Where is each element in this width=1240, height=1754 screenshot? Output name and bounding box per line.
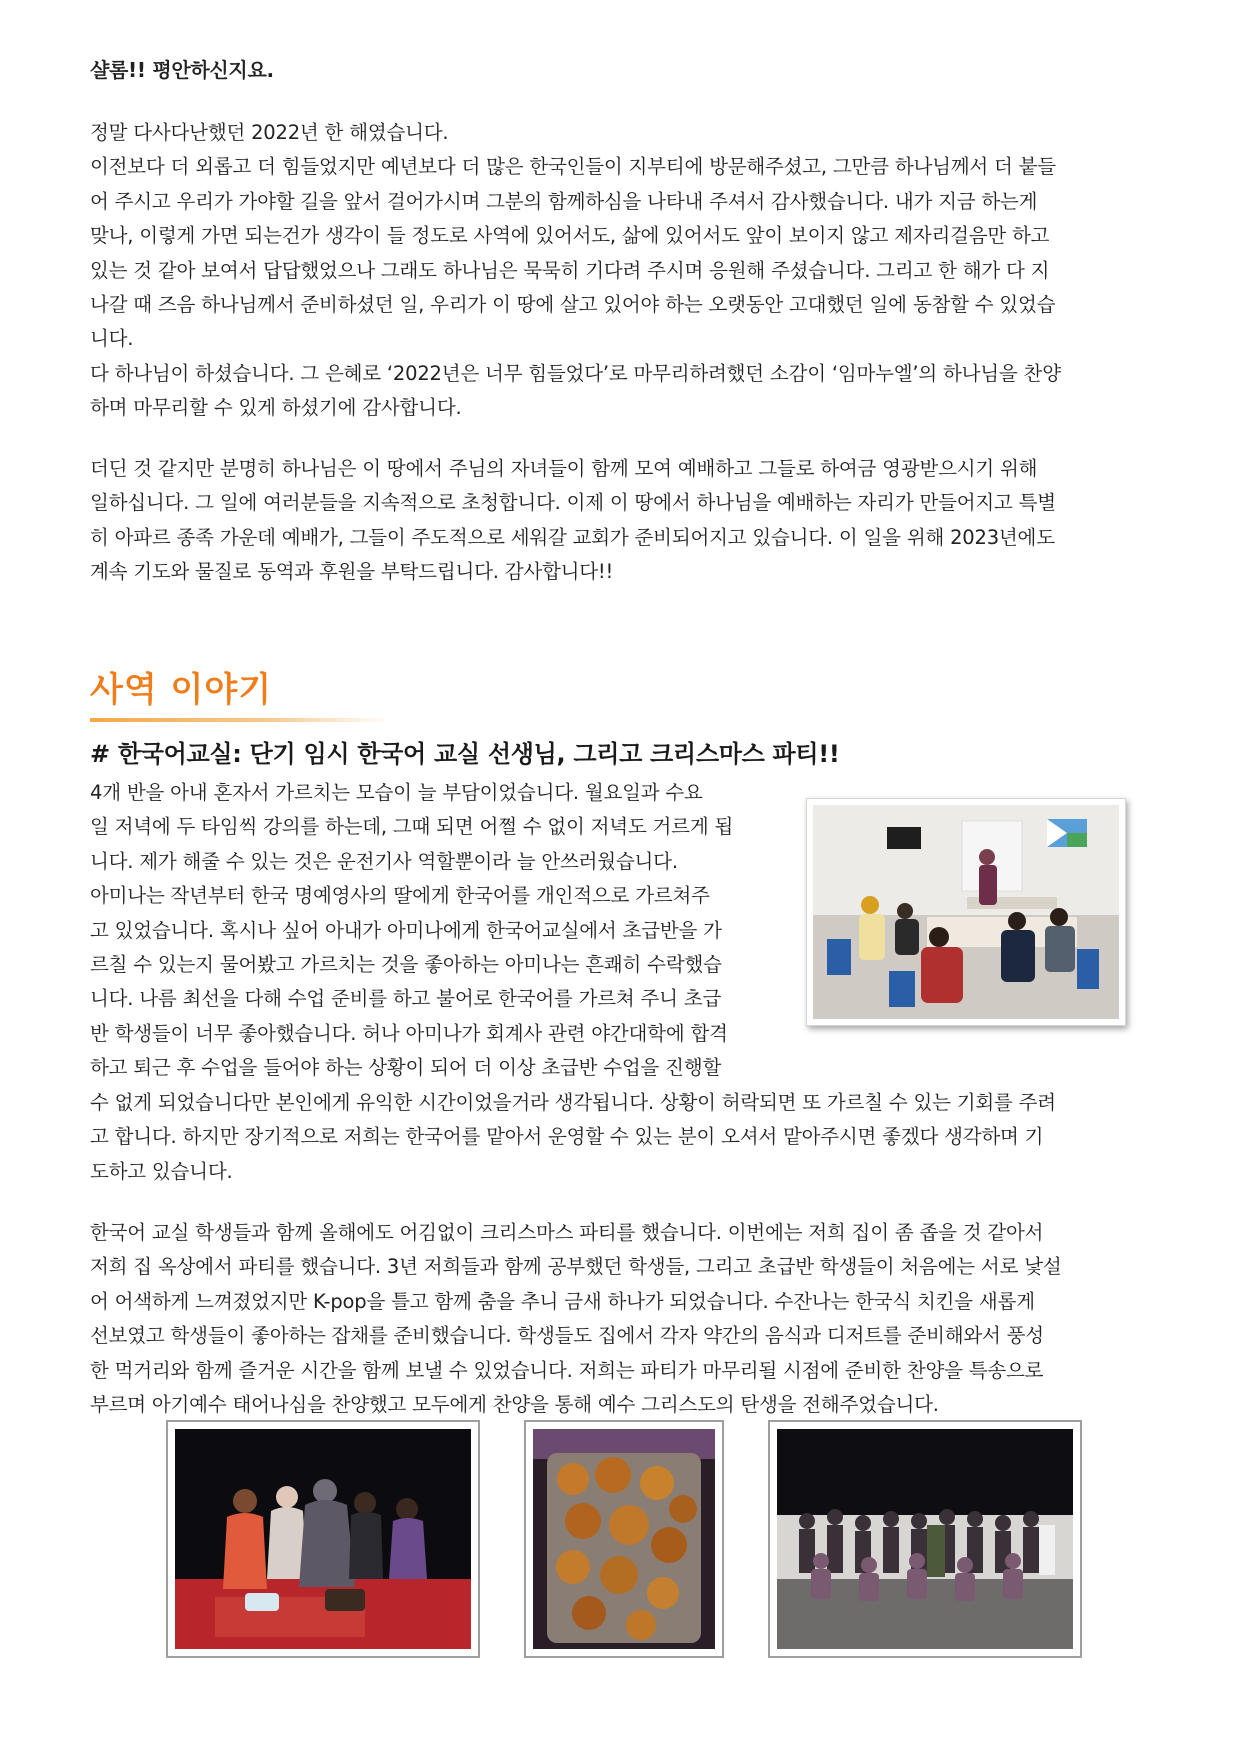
class-story-continued xyxy=(90,1086,1130,1189)
text-line: 수 없게 되었습니다만 본인에게 유익한 시간이었을거라 생각됩니다. 상황이 허락되면 또 가르칠 수 있는 기회를 주려 xyxy=(90,1091,1056,1114)
text-line: 다 하나님이 하셨습니다. 그 은혜로 ‘2022년은 너무 힘들었다’로 마무리하려했던 소감이 ‘임마누엘’의 하나님을 찬양 xyxy=(90,361,1061,385)
text-line: 반 학생들이 너무 좋아했습니다. 허나 아미나가 회계사 관련 야간대학에 합격 xyxy=(90,1021,728,1045)
fried-chicken-image xyxy=(533,1429,715,1649)
text-line: 4개 반을 아내 혼자서 가르치는 모습이 늘 부담이었습니다. 월요일과 수요 xyxy=(90,781,703,804)
text-line: 나갈 때 즈음 하나님께서 준비하셨던 일, 우리가 이 땅에 살고 있어야 하는 오랫동안 고대했던 일에 동참할 수 있었습 xyxy=(90,293,1056,317)
classroom-photo xyxy=(806,798,1126,1026)
text-line: 한국어 교실 학생들과 함께 올해에도 어김없이 크리스마스 파티를 했습니다. 이번에는 저희 집이 좀 좁을 것 같아서 xyxy=(90,1221,1044,1244)
party-group-image xyxy=(175,1429,471,1649)
party-photo-3 xyxy=(768,1420,1082,1658)
article-subheading: # 한국어교실: 단기 임시 한국어 교실 선생님, 그리고 크리스마스 파티!! xyxy=(90,740,840,768)
text-line: 고 합니다. 하지만 장기적으로 저희는 한국어를 맡아서 운영할 수 있는 분이 오셔서 맡아주시면 좋겠다 생각하며 기 xyxy=(90,1125,1044,1149)
section-title: 사역 이야기 xyxy=(90,670,273,710)
text-line: 도하고 있습니다. xyxy=(90,1159,233,1183)
text-line: 정말 다사다난했던 2022년 한 해였습니다. xyxy=(90,121,449,144)
text-line: 하고 퇴근 후 수업을 들어야 하는 상황이 되어 더 이상 초급반 수업을 진행할 xyxy=(90,1056,722,1080)
text-line: 저희 집 옥상에서 파티를 했습니다. 3년 저희들과 함께 공부했던 학생들, 그리고 초급반 학생들이 처음에는 서로 낯설 xyxy=(90,1255,1062,1279)
christmas-paragraph xyxy=(90,1216,1130,1422)
text-line: 일 저녁에 두 타임씩 강의를 하는데, 그때 되면 어쩔 수 없이 저녁도 거르게 됩 xyxy=(90,815,734,839)
text-line: 니다. 제가 해줄 수 있는 것은 운전기사 역할뿐이라 늘 안쓰러웠습니다. xyxy=(90,849,678,873)
text-line: 더딘 것 같지만 분명히 하나님은 이 땅에서 주님의 자녀들이 함께 모여 예배하고 그들로 하여금 영광받으시기 위해 xyxy=(90,457,1038,480)
text-line: 계속 기도와 물질로 동역과 후원을 부탁드립니다. 감사합니다!! xyxy=(90,560,614,584)
text-line: 아미나는 작년부터 한국 명예영사의 딸에게 한국어를 개인적으로 가르쳐주 xyxy=(90,884,710,908)
text-line: 고 있었습니다. 혹시나 싶어 아내가 아미나에게 한국어교실에서 초급반을 가 xyxy=(90,918,722,942)
text-line: 히 아파르 종족 가운데 예배가, 그들이 주도적으로 세워갈 교회가 준비되어지고 있습니다. 이 일을 위해 2023년에도 xyxy=(90,525,1055,549)
intro-paragraph xyxy=(90,116,1130,426)
text-line: 맞나, 이렇게 가면 되는건가 생각이 들 정도로 사역에 있어서도, 삶에 있어서도 앞이 보이지 않고 제자리걸음만 하고 xyxy=(90,224,1050,248)
class-story-paragraph xyxy=(90,776,780,1086)
text-line: 니다. xyxy=(90,327,134,351)
text-line: 선보였고 학생들이 좋아하는 잡채를 준비했습니다. 학생들도 집에서 각자 약간의 음식과 디저트를 준비해와서 풍성 xyxy=(90,1324,1044,1348)
party-photo-1 xyxy=(166,1420,480,1658)
group-photo-image xyxy=(777,1429,1073,1649)
text-line: 르칠 수 있는지 물어봤고 가르치는 것을 좋아하는 아미나는 흔쾌히 수락했습 xyxy=(90,953,722,977)
text-line: 어 어색하게 느껴졌었지만 K-pop을 틀고 함께 춤을 추니 금새 하나가 되었습니다. 수잔나는 한국식 치킨을 새롭게 xyxy=(90,1289,1035,1313)
text-line: 니다. 나름 최선을 다해 수업 준비를 하고 불어로 한국어를 가르쳐 주니 초급 xyxy=(90,987,722,1011)
text-line: 부르며 아기예수 태어나심을 찬양했고 모두에게 찬양을 통해 예수 그리스도의 탄생을 전해주었습니다. xyxy=(90,1393,939,1417)
text-line: 이전보다 더 외롭고 더 힘들었지만 예년보다 더 많은 한국인들이 지부티에 방문해주셨고, 그만큼 하나님께서 더 붙들 xyxy=(90,155,1056,179)
section-title-underline xyxy=(90,718,390,722)
greeting: 샬롬!! 평안하신지요. xyxy=(90,58,274,82)
text-line: 어 주시고 우리가 가야할 길을 앞서 걸어가시며 그분의 함께하심을 나타내 주셔서 감사했습니다. 내가 지금 하는게 xyxy=(90,189,1038,213)
party-photo-2 xyxy=(524,1420,724,1658)
text-line: 한 먹거리와 함께 즐거운 시간을 함께 보낼 수 있었습니다. 저희는 파티가 마무리될 시점에 준비한 찬양을 특송으로 xyxy=(90,1358,1044,1382)
second-paragraph xyxy=(90,452,1130,590)
text-line: 있는 것 같아 보여서 답답했었으나 그래도 하나님은 묵묵히 기다려 주시며 응원해 주셨습니다. 그리고 한 해가 다 지 xyxy=(90,258,1050,282)
classroom-photo-image xyxy=(807,799,1125,1025)
text-line: 일하십니다. 그 일에 여러분들을 지속적으로 초청합니다. 이제 이 땅에서 하나님을 예배하는 자리가 만들어지고 특별 xyxy=(90,491,1056,515)
text-line: 하며 마무리할 수 있게 하셨기에 감사합니다. xyxy=(90,396,462,420)
